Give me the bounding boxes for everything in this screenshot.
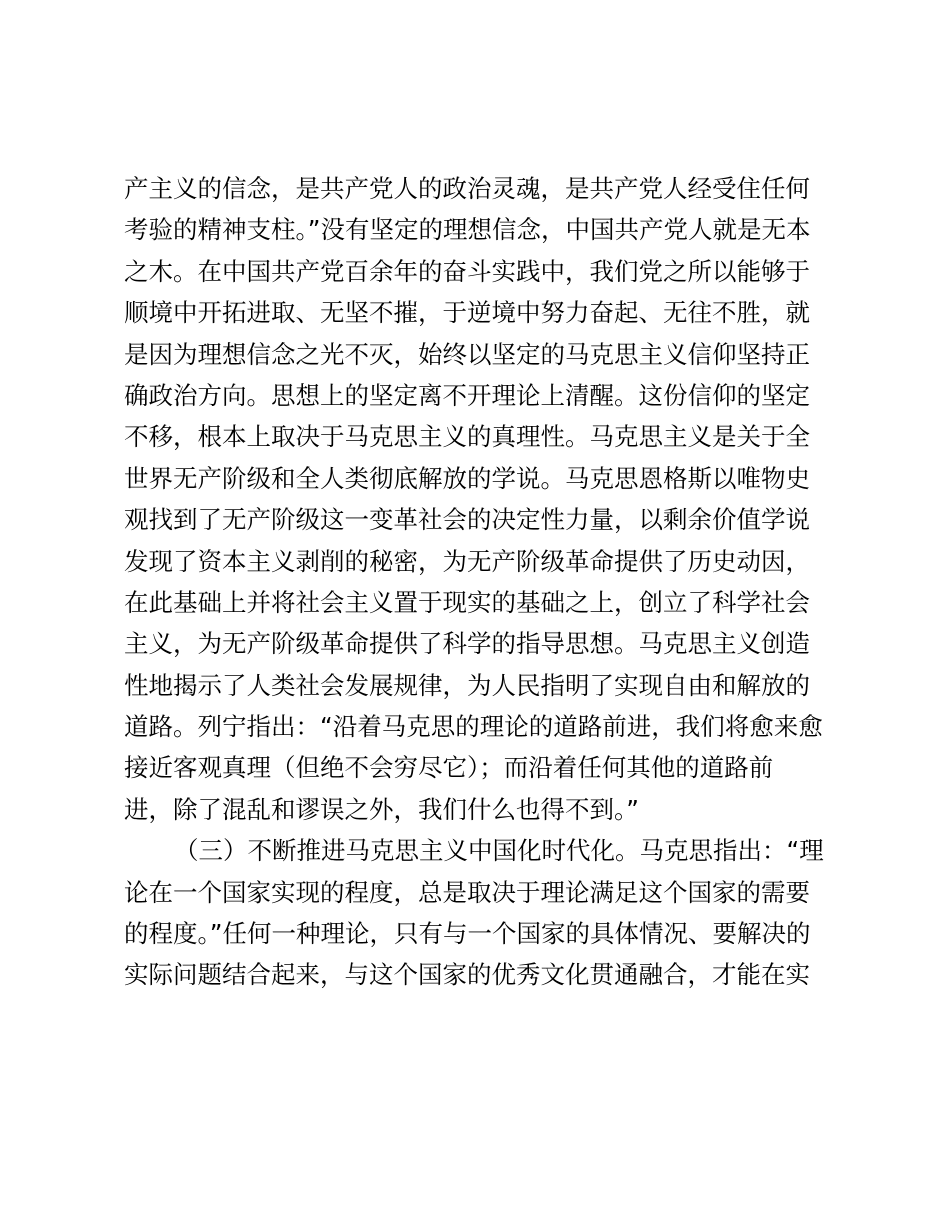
text-line: 产主义的信念，是共产党人的政治灵魂，是共产党人经受住任何 [124,174,810,203]
text-line: 发现了资本主义剥削的秘密，为无产阶级革命提供了历史动因， [124,546,810,576]
text-line: 实际问题结合起来，与这个国家的优秀文化贯通融合，才能在实 [124,960,810,990]
text-line: 观找到了无产阶级这一变革社会的决定性力量，以剩余价值学说 [124,505,810,535]
text-line: 道路。列宁指出：“沿着马克思的理论的道路前进，我们将愈来愈 [124,712,823,742]
text-line: 考验的精神支柱。”没有坚定的理想信念，中国共产党人就是无本 [124,215,811,245]
text-line: 的程度。”任何一种理论，只有与一个国家的具体情况、要解决的 [124,919,811,949]
text-line: 之木。在中国共产党百余年的奋斗实践中，我们党之所以能够于 [124,256,810,286]
text-line: 是因为理想信念之光不灭，始终以坚定的马克思主义信仰坚持正 [124,339,810,369]
text-line: 进，除了混乱和谬误之外，我们什么也得不到。” [124,794,639,824]
section-heading-line: （三）不断推进马克思主义中国化时代化。马克思指出：“理 [174,836,824,866]
text-line: 顺境中开拓进取、无坚不摧，于逆境中努力奋起、无往不胜，就 [124,298,810,328]
text-line: 不移，根本上取决于马克思主义的真理性。马克思主义是关于全 [124,422,810,452]
body-text [124,168,844,996]
text-line: 在此基础上并将社会主义置于现实的基础之上，创立了科学社会 [124,587,810,617]
text-line: 性地揭示了人类社会发展规律，为人民指明了实现自由和解放的 [124,670,810,700]
text-line: 主义，为无产阶级革命提供了科学的指导思想。马克思主义创造 [124,629,810,659]
text-line: 世界无产阶级和全人类彻底解放的学说。马克思恩格斯以唯物史 [124,463,810,493]
text-line: 确政治方向。思想上的坚定离不开理论上清醒。这份信仰的坚定 [124,380,810,410]
text-line: 论在一个国家实现的程度，总是取决于理论满足这个国家的需要 [124,877,810,907]
text-line: 接近客观真理（但绝不会穷尽它）；而沿着任何其他的道路前 [124,753,774,783]
